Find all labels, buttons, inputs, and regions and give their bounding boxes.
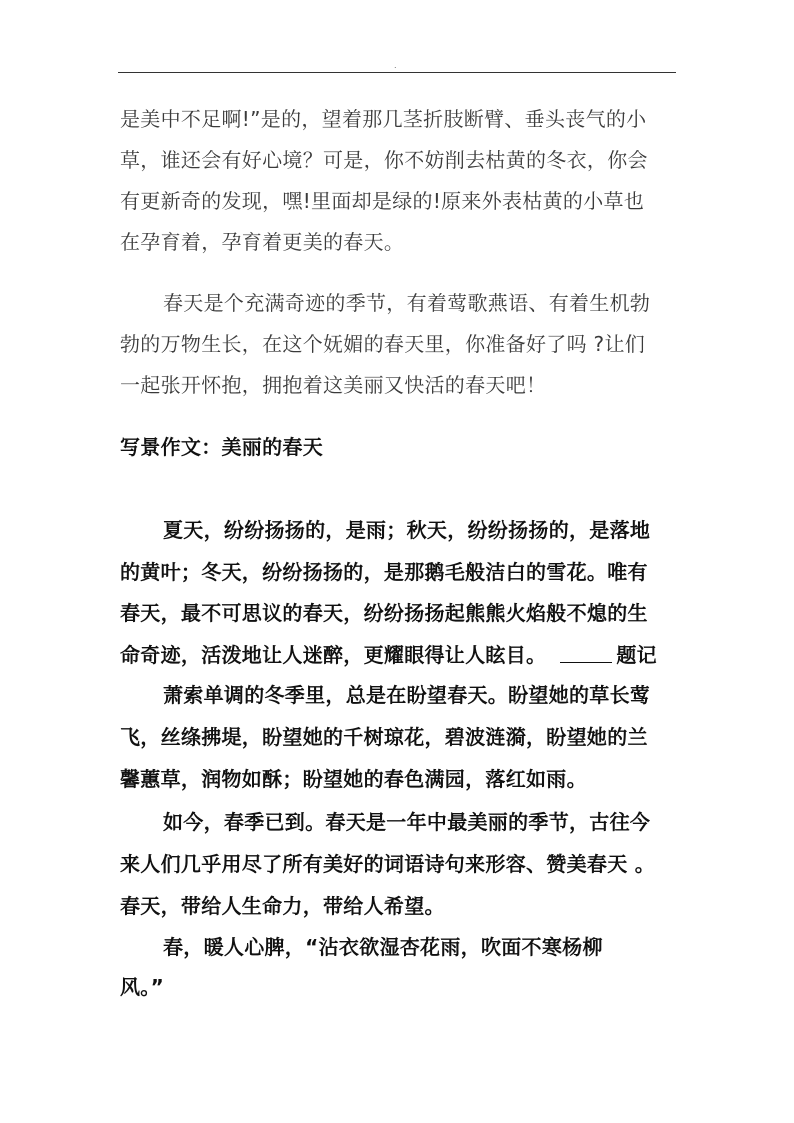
section-heading: 写景作文：美丽的春天 — [120, 435, 323, 459]
paragraph-line: 萧索单调的冬季里，总是在盼望春天。盼望她的草长莺 — [163, 683, 651, 707]
paragraph-line: 有更新奇的发现，嘿!里面却是绿的!原来外表枯黄的小草也 — [120, 189, 645, 213]
header-mark: . — [394, 61, 397, 70]
paragraph-line: 馨蕙草，润物如酥；盼望她的春色满园，落红如雨。 — [120, 767, 587, 791]
paragraph-line: 飞，丝绦拂堤，盼望她的千树琼花，碧波涟漪，盼望她的兰 — [120, 725, 648, 749]
paragraph-line: 春天是个充满奇迹的季节，有着莺歌燕语、有着生机勃 — [163, 291, 651, 315]
paragraph-line: 春，暖人心脾，“沾衣欲湿杏花雨，吹面不寒杨柳 — [163, 935, 603, 959]
epigraph-label: 题记 — [616, 643, 657, 667]
paragraph-line: 如今，春季已到。春天是一年中最美丽的季节，古往今 — [163, 810, 651, 834]
paragraph-line: 草，谁还会有好心境？可是，你不妨削去枯黄的冬衣，你会 — [120, 148, 648, 172]
paragraph-line: 勃的万物生长，在这个妩媚的春天里，你准备好了吗 ?让们 — [120, 332, 646, 356]
paragraph-line: 春天，最不可思议的春天，纷纷扬扬起熊熊火焰般不熄的生 — [120, 601, 648, 625]
paragraph-line: 春天，带给人生命力，带给人希望。 — [120, 894, 445, 918]
paragraph-line: 的黄叶；冬天，纷纷扬扬的，是那鹅毛般洁白的雪花。唯有 — [120, 560, 648, 584]
paragraph-line: 是美中不足啊!”是的，望着那几茎折肢断臂、垂头丧气的小 — [120, 107, 647, 131]
paragraph-line: 风。” — [120, 975, 165, 999]
header-rule — [118, 72, 676, 73]
paragraph-line: 来人们几乎用尽了所有美好的词语诗句来形容、赞美春天 。 — [120, 852, 656, 876]
paragraph-line: 夏天，纷纷扬扬的，是雨；秋天，纷纷扬扬的，是落地 — [163, 518, 651, 542]
paragraph-line-with-blank — [120, 643, 657, 667]
paragraph-text: 命奇迹，活泼地让人迷醉，更耀眼得让人眩目。 — [120, 643, 547, 667]
paragraph-line: 一起张开怀抱，拥抱着这美丽又快活的春天吧！ — [120, 373, 547, 397]
paragraph-line: 在孕育着，孕育着更美的春天。 — [120, 230, 405, 254]
fill-blank — [560, 643, 612, 663]
